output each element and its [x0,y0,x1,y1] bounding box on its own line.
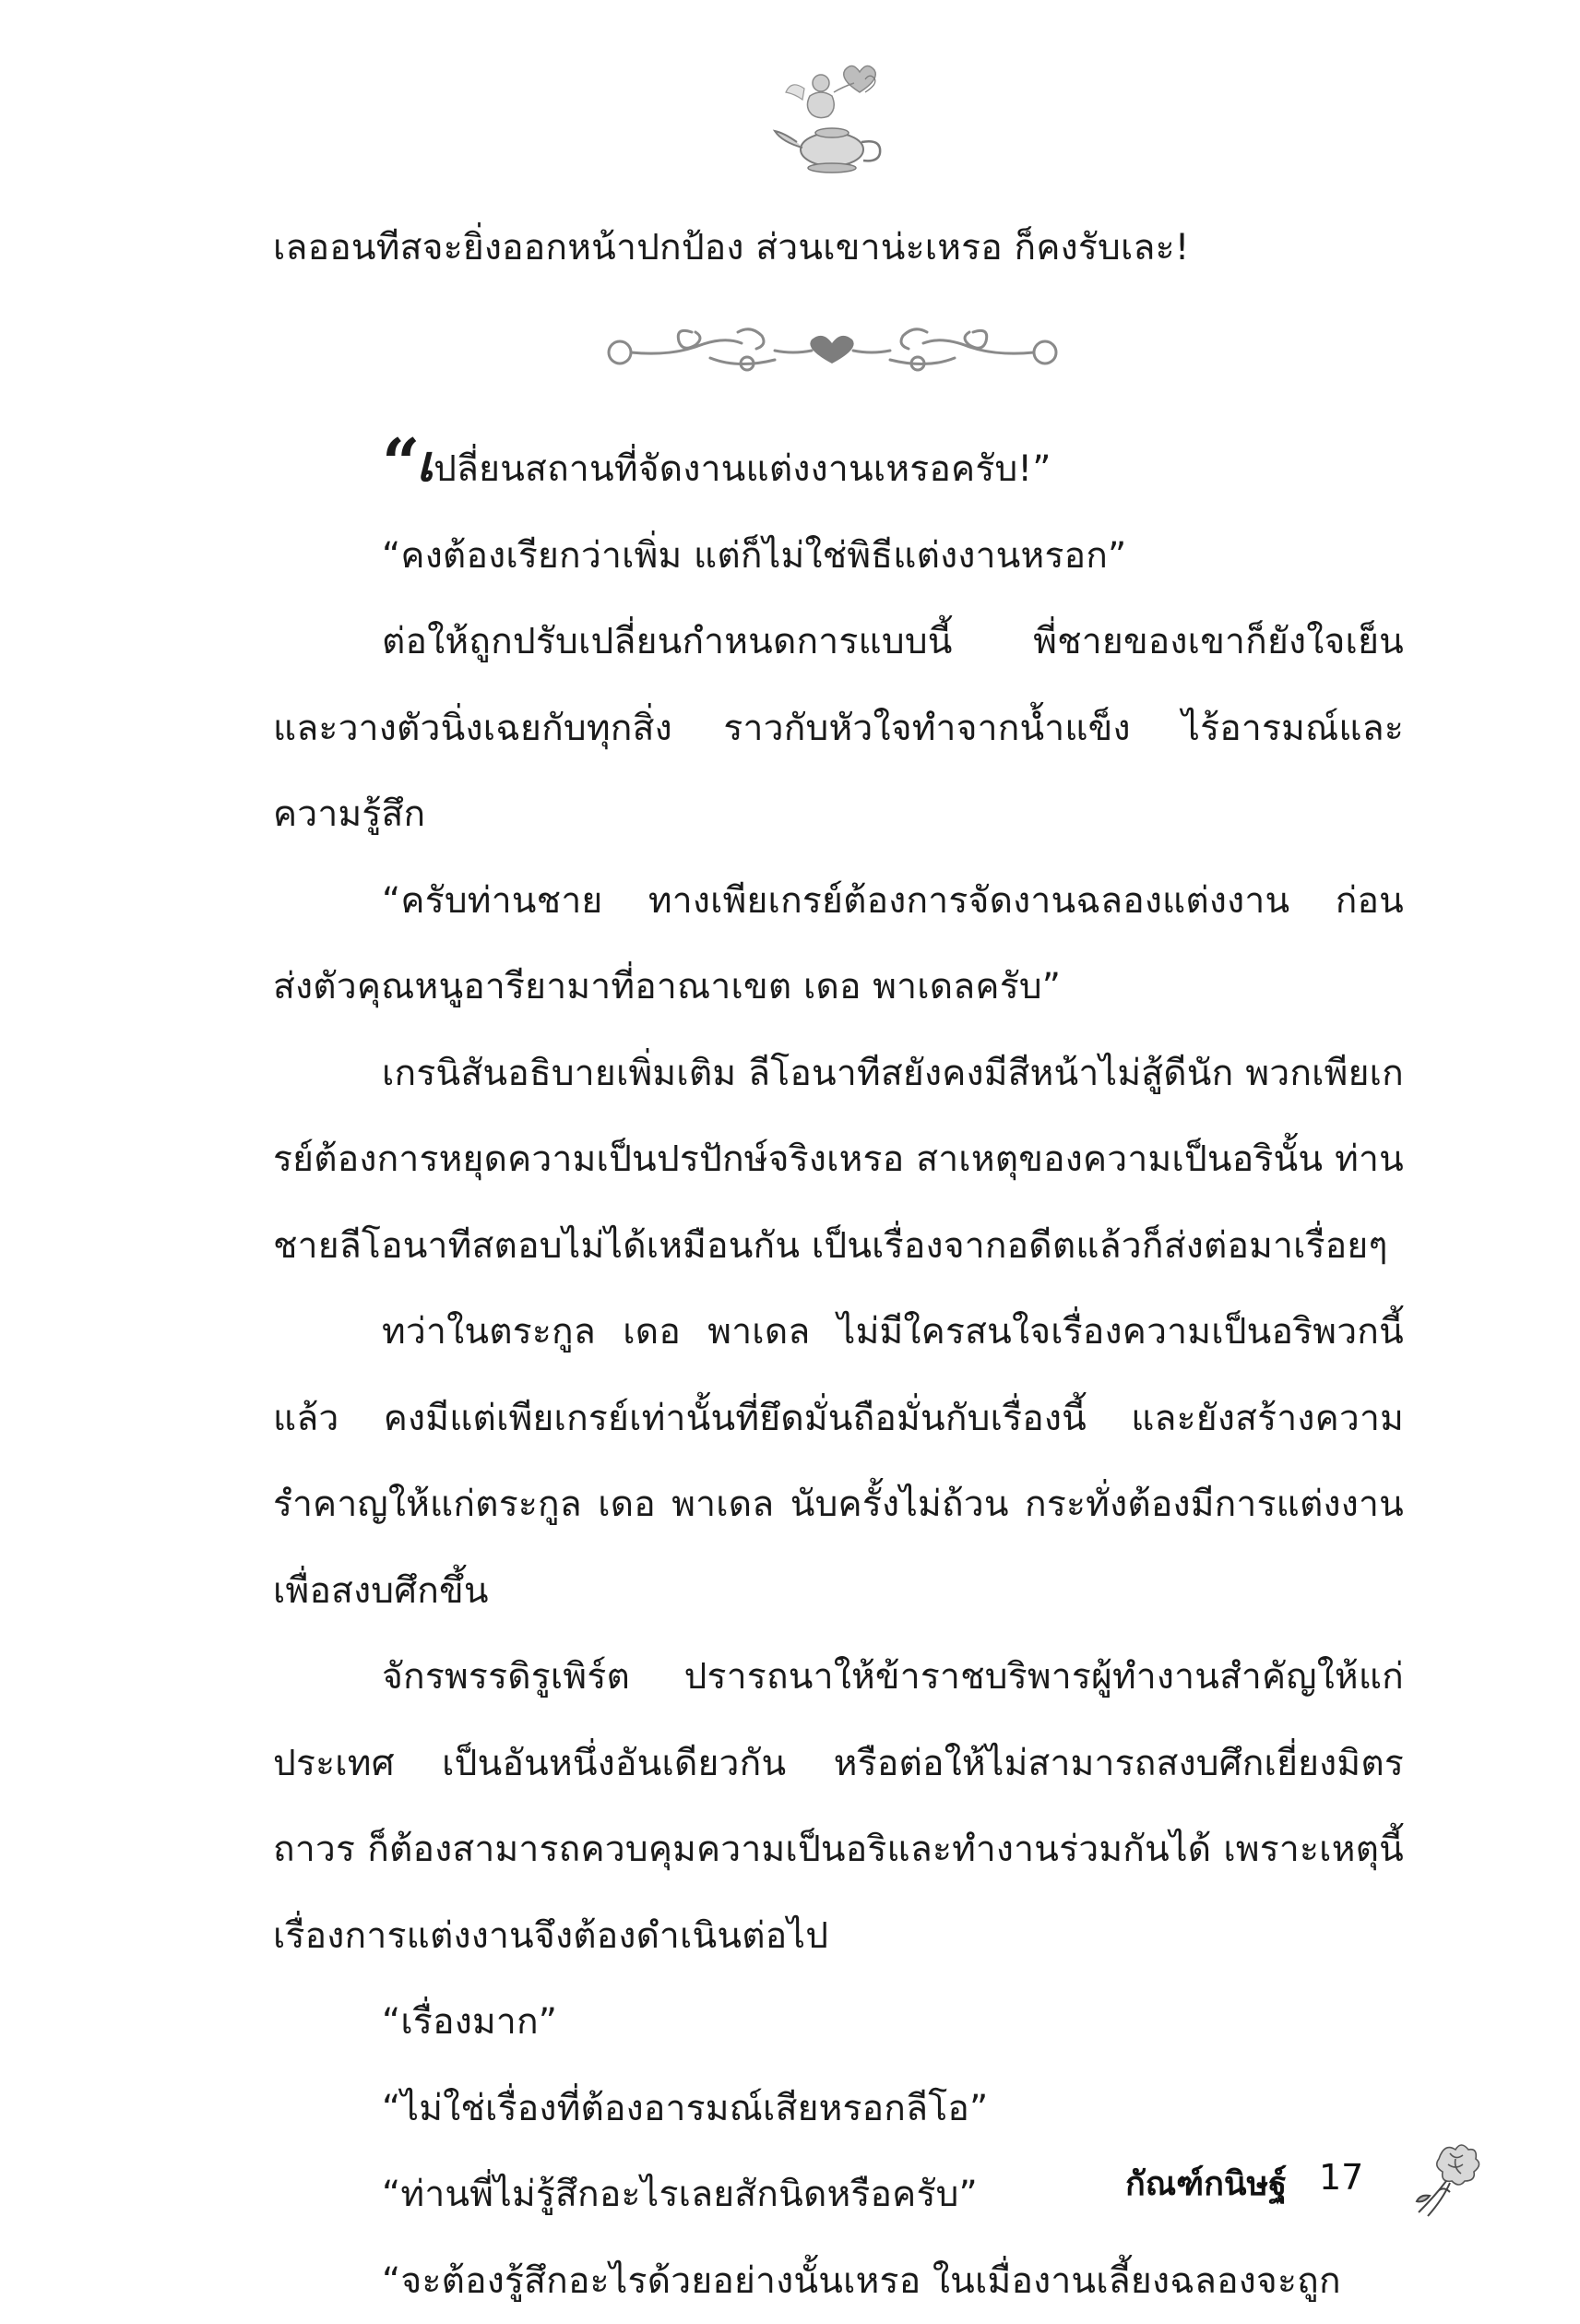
paragraph: “เรื่องมาก” [273,1979,1404,2066]
body-text [273,426,1404,2324]
paragraph [273,426,1404,513]
paragraph: “ท่านพี่ไม่รู้สึกอะไรเลยสักนิดหรือครับ” [273,2151,1404,2238]
dropcap-quote: “ [382,423,416,502]
paragraph: “จะต้องรู้สึกอะไรด้วยอย่างนั้นเหรอ ในเมื่องานเลี้ยงฉลองจะถูก [273,2238,1404,2324]
page-number: 17 [1319,2157,1363,2198]
book-title: กัณฑ์กนิษฐ์ [1125,2157,1287,2210]
paragraph: “คงต้องเรียกว่าเพิ่ม แต่ก็ไม่ใช่พิธีแต่งงานหรอก” [273,513,1404,600]
top-line-text: เลออนทีสจะยิ่งออกหน้าปกป้อง ส่วนเขาน่ะเหรอ ก็คงรับเละ! [273,205,1404,292]
paragraph: “ครับท่านชาย ทางเพียเกรย์ต้องการจัดงานฉลองแต่งงาน ก่อนส่งตัวคุณหนูอารียามาที่อาณาเขต เดอ พาเดลครับ” [273,858,1404,1031]
dropcap-letter: เ [416,435,434,493]
paragraph: ต่อให้ถูกปรับเปลี่ยนกำหนดการแบบนี้ พี่ชายของเขาก็ยังใจเย็น และวางตัวนิ่งเฉยกับทุกสิ่ง ราวกับหัวใจทำจากน้ำแข็ง ไร้อารมณ์และความรู้สึก [273,599,1404,858]
page-footer [1125,2131,1513,2233]
teapot-cupid-ornament-icon [756,52,904,181]
flower-bouquet-icon [1402,2131,1494,2223]
paragraph: ทว่าในตระกูล เดอ พาเดล ไม่มีใครสนใจเรื่องความเป็นอริพวกนี้แล้ว คงมีแต่เพียเกรย์เท่านั้นที่ยึดมั่นถือมั่นกับเรื่องนี้ และยังสร้างความรำคาญให้แก่ตระกูล เดอ พาเดล นับครั้งไม่ถ้วน กระทั่งต้องมีการแต่งงานเพื่อสงบศึกขึ้น [273,1289,1404,1634]
scroll-heart-divider-icon [600,314,1065,387]
paragraph-text: ปลี่ยนสถานที่จัดงานแต่งงานเหรอครับ!” [434,448,1051,490]
paragraph: เกรนิสันอธิบายเพิ่มเติม ลีโอนาทีสยังคงมีสีหน้าไม่สู้ดีนัก พวกเพียเกรย์ต้องการหยุดความเป็นปรปักษ์จริงเหรอ สาเหตุของความเป็นอรินั้น ท่านชายลีโอนาทีสตอบไม่ได้เหมือนกัน เป็นเรื่องจากอดีตแล้วก็ส่งต่อมาเรื่อยๆ [273,1031,1404,1290]
paragraph: “ไม่ใช่เรื่องที่ต้องอารมณ์เสียหรอกลีโอ” [273,2066,1404,2152]
paragraph: จักรพรรดิรูเพิร์ต ปรารถนาให้ข้าราชบริพารผู้ทำงานสำคัญให้แก่ประเทศ เป็นอันหนึ่งอันเดียวกัน หรือต่อให้ไม่สามารถสงบศึกเยี่ยงมิตรถาวร ก็ต้องสามารถควบคุมความเป็นอริและทำงานร่วมกันได้ เพราะเหตุนี้เรื่องการแต่งงานจึงต้องดำเนินต่อไป [273,1634,1404,1979]
